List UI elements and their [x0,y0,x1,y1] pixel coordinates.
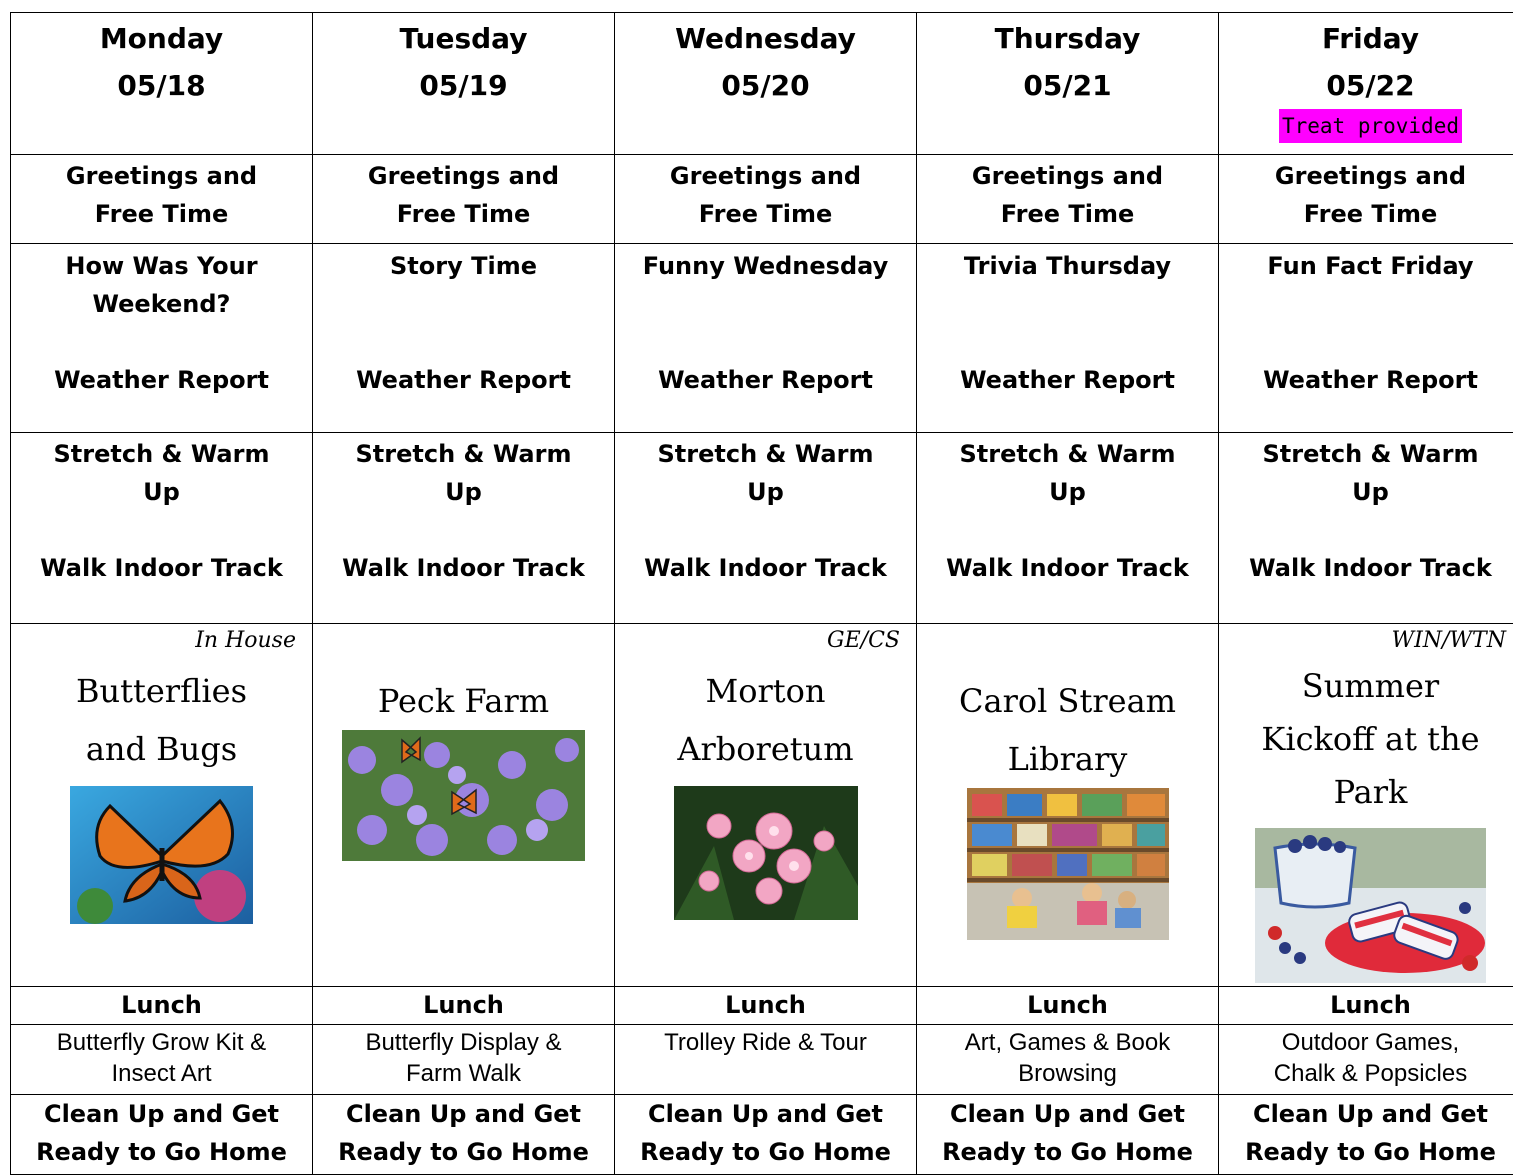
greetings-cell: Greetings and Free Time [917,155,1219,244]
activity-cell: Butterfly Display & Farm Walk [313,1025,615,1095]
trip-cell: GE/CS Morton Arboretum [615,624,917,987]
exercise-cell: Stretch & Warm Up Walk Indoor Track [1219,433,1513,624]
discussion-cell: Fun Fact Friday Weather Report [1219,244,1513,433]
location-tag: In House [195,626,296,656]
header-monday: Monday 05/18 [11,13,313,155]
activity-cell: Art, Games & Book Browsing [917,1025,1219,1095]
location-tag: GE/CS [827,626,900,656]
butterfly-image [70,786,253,924]
popsicles-image [1255,828,1486,983]
exercise-cell: Stretch & Warm Up Walk Indoor Track [615,433,917,624]
weekly-schedule-table [10,12,1513,1175]
lunch-cell: Lunch [917,987,1219,1025]
exercise-cell: Stretch & Warm Up Walk Indoor Track [917,433,1219,624]
cleanup-cell: Clean Up and Get Ready to Go Home [1219,1095,1513,1175]
exercise-cell: Stretch & Warm Up Walk Indoor Track [313,433,615,624]
trip-cell: Carol Stream Library [917,624,1219,987]
treat-provided-badge: Treat provided [1279,109,1462,143]
trip-cell: Peck Farm [313,624,615,987]
discussion-cell: Trivia Thursday Weather Report [917,244,1219,433]
activity-cell: Outdoor Games, Chalk & Popsicles [1219,1025,1513,1095]
header-wednesday: Wednesday 05/20 [615,13,917,155]
header-thursday: Thursday 05/21 [917,13,1219,155]
discussion-cell: Story Time Weather Report [313,244,615,433]
lunch-cell: Lunch [615,987,917,1025]
pink-flowers-image [674,786,858,920]
location-tag: WIN/WTN [1391,626,1506,656]
header-tuesday: Tuesday 05/19 [313,13,615,155]
trip-cell: WIN/WTN Summer Kickoff at the Park [1219,624,1513,987]
library-image [967,788,1169,940]
exercise-cell: Stretch & Warm Up Walk Indoor Track [11,433,313,624]
discussion-cell: Funny Wednesday Weather Report [615,244,917,433]
activity-cell: Butterfly Grow Kit & Insect Art [11,1025,313,1095]
cleanup-cell: Clean Up and Get Ready to Go Home [917,1095,1219,1175]
greetings-cell: Greetings and Free Time [313,155,615,244]
lunch-cell: Lunch [1219,987,1513,1025]
greetings-cell: Greetings and Free Time [615,155,917,244]
lunch-cell: Lunch [11,987,313,1025]
trip-cell: In House Butterflies and Bugs [11,624,313,987]
activity-cell: Trolley Ride & Tour [615,1025,917,1095]
greetings-cell: Greetings and Free Time [11,155,313,244]
farm-flowers-image [342,730,585,861]
greetings-cell: Greetings and Free Time [1219,155,1513,244]
cleanup-cell: Clean Up and Get Ready to Go Home [11,1095,313,1175]
lunch-cell: Lunch [313,987,615,1025]
cleanup-cell: Clean Up and Get Ready to Go Home [615,1095,917,1175]
discussion-cell: How Was Your Weekend? Weather Report [11,244,313,433]
header-friday: Friday 05/22 Treat provided [1219,13,1513,155]
cleanup-cell: Clean Up and Get Ready to Go Home [313,1095,615,1175]
